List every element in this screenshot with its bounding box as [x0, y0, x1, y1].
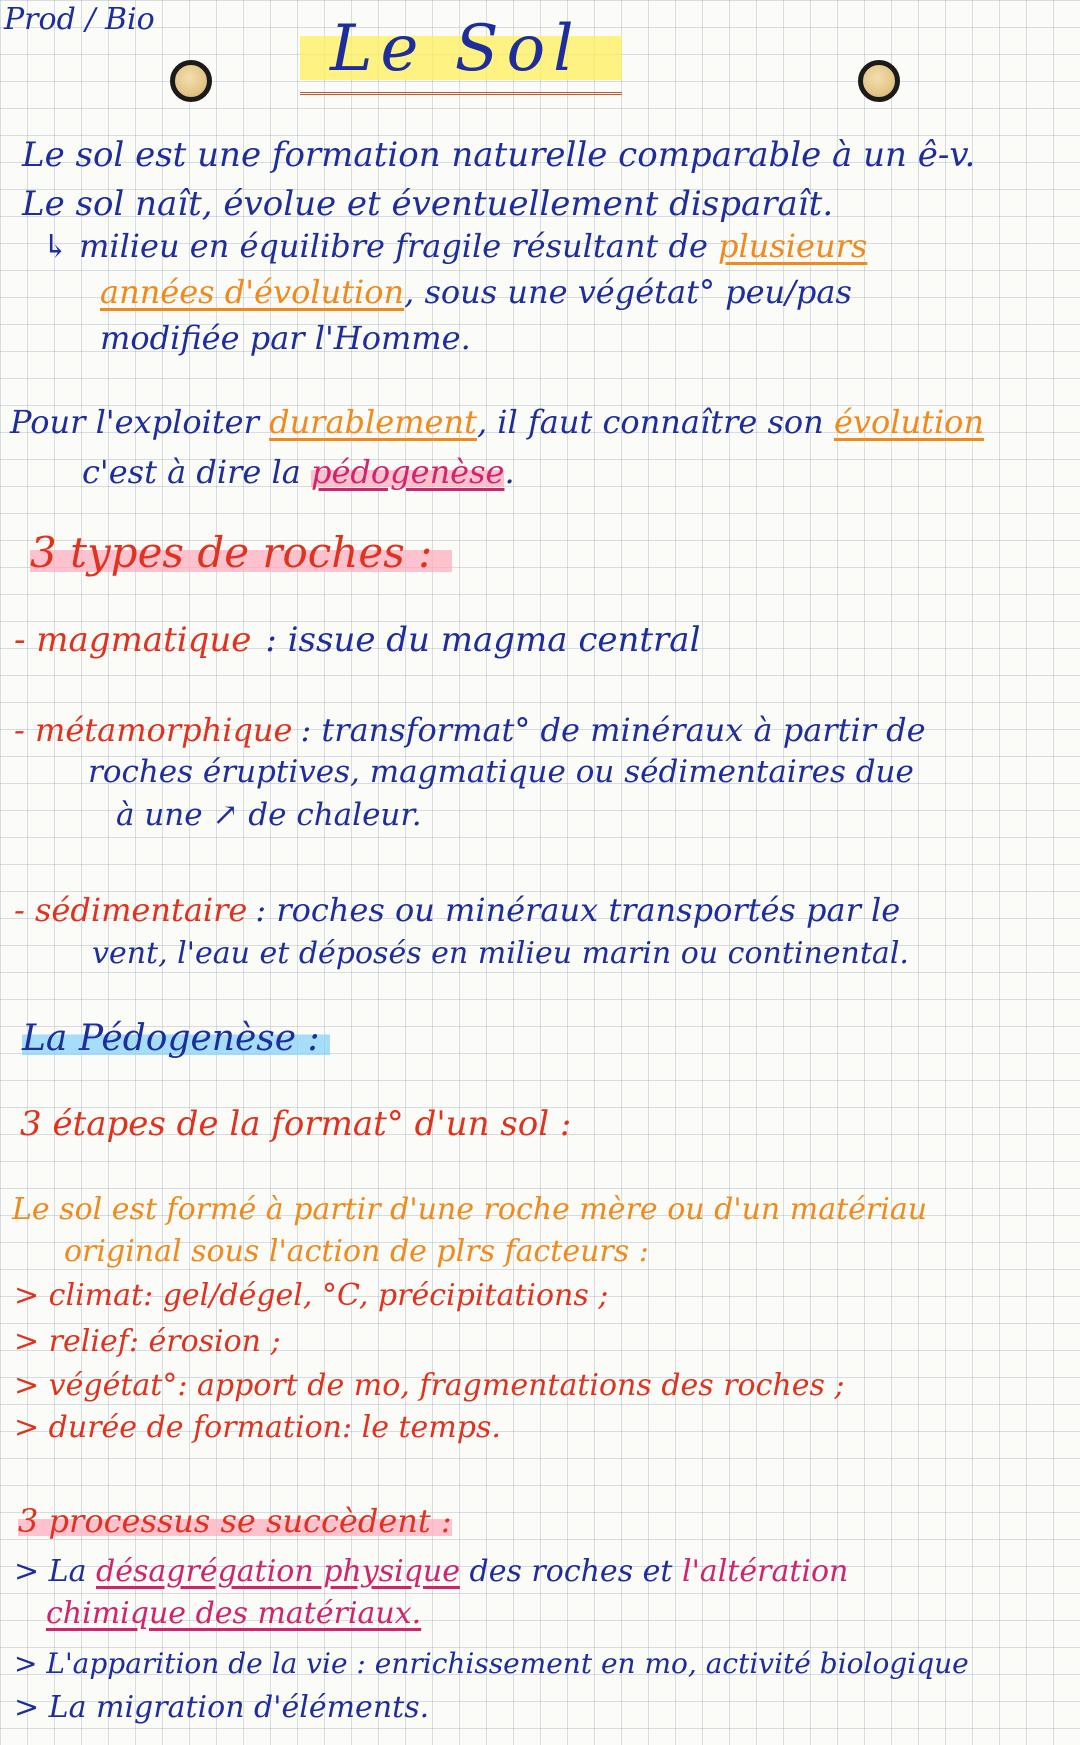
binder-hole-right: [858, 60, 900, 102]
process-heading-text: 3 processus se succèdent :: [18, 1502, 452, 1540]
rock-magmatique: [14, 620, 700, 660]
process-text-1a: > La: [14, 1554, 97, 1589]
process-line-4: > La migration d'éléments.: [14, 1690, 430, 1725]
process-heading: [18, 1502, 452, 1540]
rock-desc-sedimentaire-1: : roches ou minéraux transportés par le: [255, 891, 901, 929]
factor-term-relief: > relief: [14, 1324, 129, 1359]
factor-vegetation: [14, 1366, 845, 1406]
intro-annees-evolution: années d'évolution: [100, 273, 405, 311]
rock-desc-sedimentaire-2: vent, l'eau et déposés en milieu marin ou continental.: [92, 936, 909, 971]
exploit-evolution: évolution: [833, 403, 985, 441]
factor-duree: [14, 1408, 501, 1448]
exploit-line-2: [82, 452, 515, 492]
process-line-3: > L'apparition de la vie : enrichissement en mo, activité biologique: [14, 1647, 969, 1680]
intro-line-4-text: , sous une végétat° peu/pas: [404, 273, 852, 311]
rock-term-sedimentaire: - sédimentaire: [14, 891, 248, 929]
process-line-1: [14, 1552, 848, 1592]
factor-climat: [14, 1276, 608, 1316]
rock-desc-metamorphique-1: : transformat° de minéraux à partir de: [300, 711, 926, 749]
exploit-durablement: durablement: [269, 403, 477, 441]
exploit-text-2c: .: [504, 453, 515, 491]
rock-desc-magmatique: : issue du magma central: [265, 620, 701, 660]
intro-line-4: [100, 272, 852, 312]
intro-line-3: [42, 226, 867, 266]
intro-line-2: Le sol naît, évolue et éventuellement disparaît.: [22, 184, 834, 224]
factor-text-vegetation: : apport de mo, fragmentations des roches ;: [177, 1368, 845, 1403]
process-line-2: chimique des matériaux.: [46, 1596, 422, 1631]
page-title: Le Sol: [300, 12, 622, 95]
rocks-heading: 3 types de roches :: [30, 528, 452, 577]
exploit-text-a: Pour l'exploiter: [10, 403, 270, 441]
intro-line-3-text: ↳ milieu en équilibre fragile résultant de: [42, 227, 719, 265]
factor-relief: [14, 1322, 281, 1362]
factor-text-climat: : gel/dégel, °C, précipitations ;: [143, 1278, 609, 1313]
exploit-text-c: , il faut connaître son: [476, 403, 834, 441]
intro-line-1: Le sol est une formation naturelle comparable à un ê-v.: [22, 135, 976, 175]
pedo-stages-heading: 3 étapes de la format° d'un sol :: [20, 1104, 572, 1144]
subject-tag: Prod / Bio: [4, 2, 155, 37]
process-desagregation: désagrégation physique: [96, 1554, 460, 1589]
pedo-heading: La Pédogenèse :: [22, 1018, 330, 1059]
exploit-line-1: [10, 402, 984, 442]
intro-plusieurs: plusieurs: [718, 227, 868, 265]
factor-text-relief: : érosion ;: [128, 1324, 281, 1359]
process-alteration: l'altération: [681, 1554, 849, 1589]
rock-term-magmatique: - magmatique: [14, 620, 252, 660]
pedo-intro-line-1: Le sol est formé à partir d'une roche mère ou d'un matériau: [12, 1192, 928, 1227]
pedo-intro-line-2: original sous l'action de plrs facteurs :: [64, 1234, 649, 1269]
rock-sedimentaire: [14, 890, 900, 930]
factor-term-climat: > climat: [14, 1278, 144, 1313]
exploit-pedogenese: pédogenèse: [310, 453, 505, 491]
rock-desc-metamorphique-2: roches éruptives, magmatique ou sédimentaires due: [88, 754, 914, 790]
rock-term-metamorphique: - métamorphique: [14, 711, 293, 749]
intro-line-5: modifiée par l'Homme.: [100, 319, 471, 357]
factor-term-vegetation: > végétat°: [14, 1368, 178, 1403]
factor-text-duree: : le temps.: [341, 1410, 501, 1445]
rock-metamorphique: [14, 710, 926, 750]
binder-hole-left: [170, 60, 212, 102]
factor-term-duree: > durée de formation: [14, 1410, 342, 1445]
exploit-text-2a: c'est à dire la: [82, 453, 311, 491]
process-text-1c: des roches et: [459, 1554, 682, 1589]
rock-desc-metamorphique-3: à une ↗ de chaleur.: [116, 797, 422, 833]
